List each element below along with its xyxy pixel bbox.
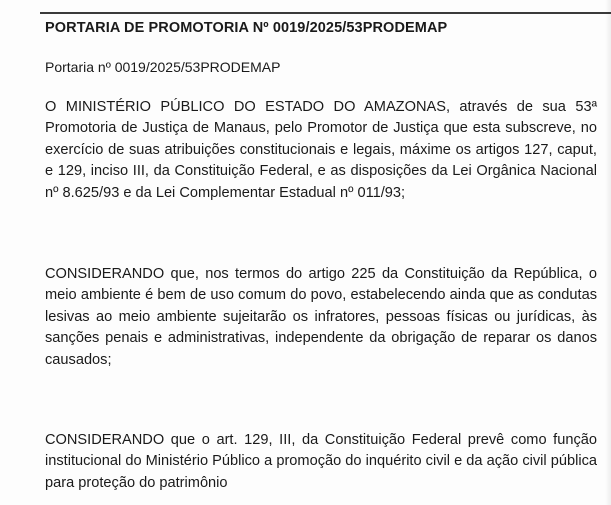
- paragraph-preamble: O MINISTÉRIO PÚBLICO DO ESTADO DO AMAZONAS, através de sua 53ª Promotoria de Justiça de Manaus, pelo Promotor de Justiça que esta subscreve, no exercício de suas atribuições constitucionais e legais, máxime os artigos 127, caput, e 129, inciso III, da Constituição Federal, e as disposições da Lei Orgânica Nacional nº 8.625/93 e da Lei Complementar Estadual nº 011/93;: [45, 99, 597, 201]
- top-divider: [40, 12, 611, 14]
- document-subtitle: Portaria nº 0019/2025/53PRODEMAP: [45, 59, 281, 75]
- paragraph-considerando-2: CONSIDERANDO que o art. 129, III, da Constituição Federal prevê como função institucional do Ministério Público a promoção do inquérito civil e da ação civil pública para proteção do patrimônio: [45, 432, 597, 491]
- paragraph-considerando-1: CONSIDERANDO que, nos termos do artigo 225 da Constituição da República, o meio ambiente é bem de uso comum do povo, estabelecendo ainda que as condutas lesivas ao meio ambiente sujeitarão os infratores, pessoas físicas ou jurídicas, às sanções penais e administrativas, independente da obrigação de reparar os danos causados;: [45, 266, 597, 368]
- document-title: PORTARIA DE PROMOTORIA Nº 0019/2025/53PRODEMAP: [45, 20, 448, 36]
- page-edge-shadow: [605, 0, 611, 505]
